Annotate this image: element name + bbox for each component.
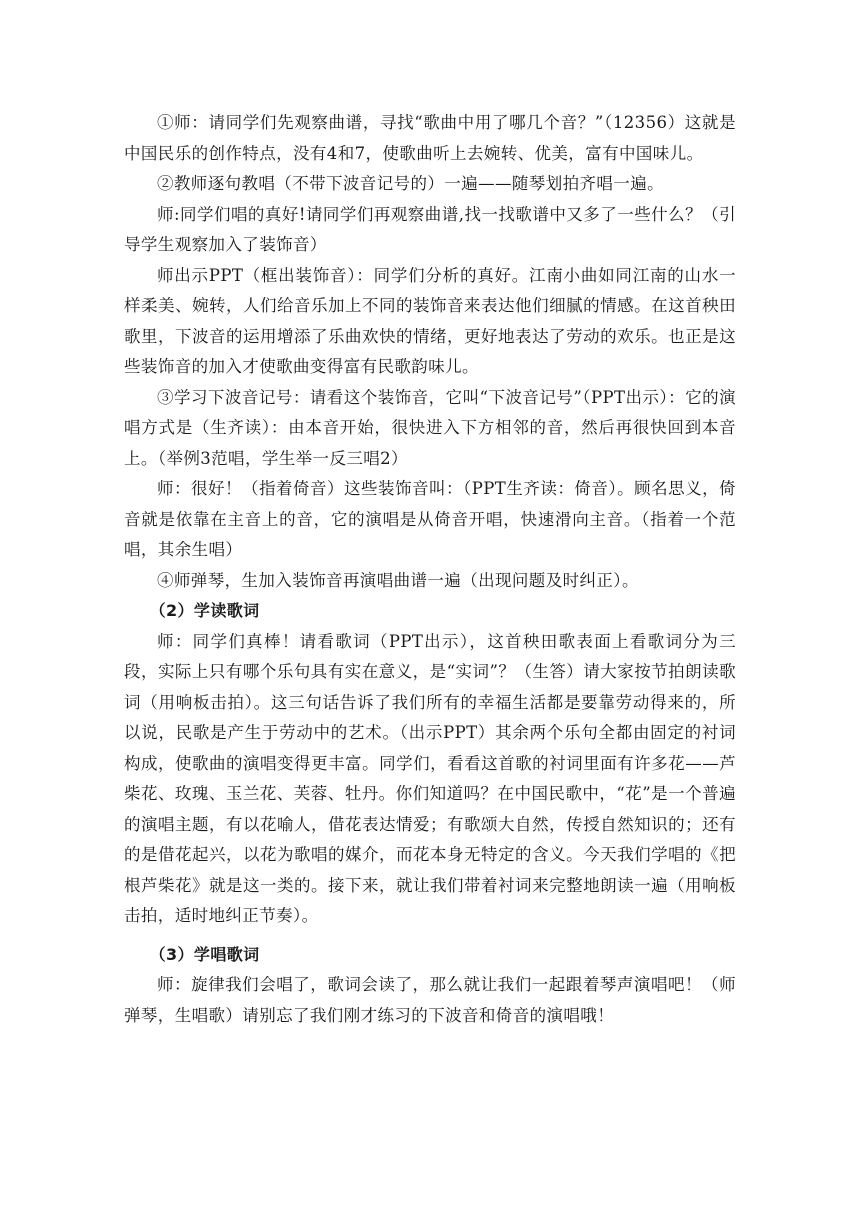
paragraph-sing-with-ornaments: ④师弹琴，生加入装饰音再演唱曲谱一遍（出现问题及时纠正）。 xyxy=(157,570,639,590)
paragraph-observe-again: 师:同学们唱的真好!请同学们再观察曲谱,找一找歌谱中又多了一些什么？（引导学生观察加入了装饰音） xyxy=(124,204,736,254)
paragraph-lower-mordent: ③学习下波音记号：请看这个装饰音，它叫“下波音记号”（PPT出示）：它的演唱方式是（生齐读）：由本音开始，很快进入下方相邻的音，然后再很快回到本音上。（举例3范唱，学生举一反三唱2） xyxy=(124,387,736,468)
paragraph-grace-note: 师：很好！（指着倚音）这些装饰音叫：（PPT生齐读：倚音）。顾名思义，倚音就是依靠在主音上的音，它的演唱是从倚音开唱，快速滑向主音。（指着一个范唱，其余生唱） xyxy=(124,479,736,559)
paragraph-read-lyrics: 师：同学们真棒！请看歌词（PPT出示），这首秧田歌表面上看歌词分为三段，实际上只有哪个乐句具有实在意义，是“实词”？（生答）请大家按节拍朗读歌词（用响板击拍）。这三句话告诉了我们所有的幸福生活都是要靠劳动得来的，所以说，民歌是产生于劳动中的艺术。（出示PPT）其余两个乐句全都由固定的衬词构成，使歌曲的演唱变得更丰富。同学们，看看这首歌的衬词里面有许多花——芦柴花、玫瑰、玉兰花、芙蓉、牡丹。你们知道吗？在中国民歌中，“花”是一个普遍的演唱主题，有以花喻人，借花表达情爱；有歌颂大自然，传授自然知识的；还有的是借花起兴，以花为歌唱的媒介，而花本身无特定的含义。今天我们学唱的《把根芦柴花》就是这一类的。接下来，就让我们带着衬词来完整地朗读一遍（用响板击拍，适时地纠正节奏）。 xyxy=(124,631,736,925)
section-heading-sing-lyrics: （3）学唱歌词 xyxy=(149,944,260,964)
paragraph-observe-score: ①师：请同学们先观察曲谱，寻找“歌曲中用了哪几个音？”（12356）这就是中国民乐的创作特点，没有4和7，使歌曲听上去婉转、优美，富有中国味儿。 xyxy=(124,113,736,163)
paragraph-teach-singing: ②教师逐句教唱（不带下波音记号的）一遍——随琴划拍齐唱一遍。 xyxy=(157,174,664,193)
paragraph-sing-lyrics: 师：旋律我们会唱了，歌词会读了，那么就让我们一起跟着琴声演唱吧！（师弹琴，生唱歌）请别忘了我们刚才练习的下波音和倚音的演唱哦！ xyxy=(124,975,736,1025)
document-page xyxy=(124,108,736,1031)
paragraph-ornaments-ppt: 师出示PPT（框出装饰音）：同学们分析的真好。江南小曲如同江南的山水一样柔美、婉转，人们给音乐加上不同的装饰音来表达他们细腻的情感。在这首秧田歌里，下波音的运用增添了乐曲欢快的情绪，更好地表达了劳动的欢乐。也正是这些装饰音的加入才使歌曲变得富有民歌韵味儿。 xyxy=(124,265,736,376)
section-heading-read-lyrics: （2）学读歌词 xyxy=(149,601,260,620)
